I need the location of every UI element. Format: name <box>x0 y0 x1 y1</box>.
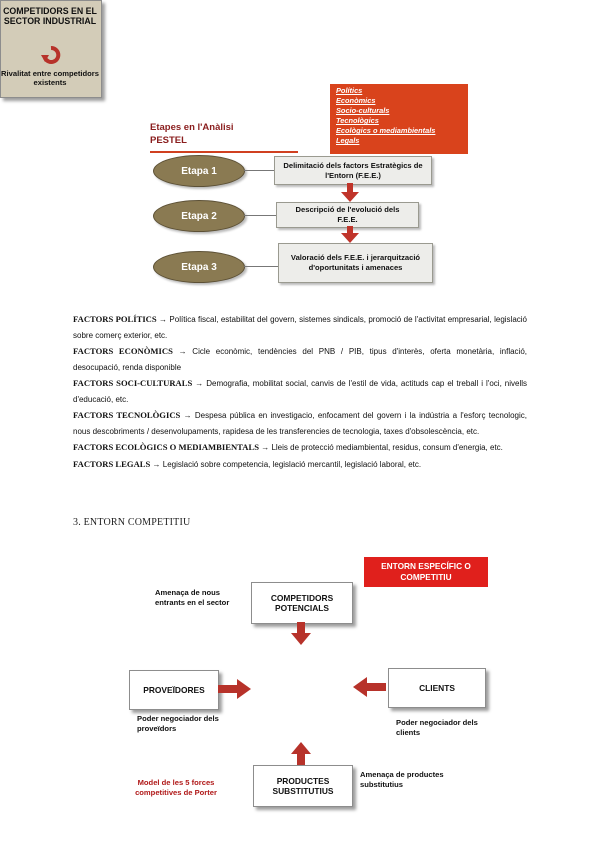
pestel-factor-item <box>336 106 435 116</box>
stage-3-connector <box>244 266 278 267</box>
pestel-factor-text: Socio-culturals <box>336 106 390 116</box>
factor-text: → Cicle econòmic, tendències del PNB / PIB, tipus d'interès, oferta monetària, inflació, desocupació, renda disponible <box>73 347 528 372</box>
stage-2-box <box>276 202 419 228</box>
box-clients <box>388 668 486 708</box>
stage-1-connector <box>244 170 274 171</box>
industry-rivalry-text: Rivalitat entre competidors existents <box>1 69 99 87</box>
factor-politics <box>73 312 527 343</box>
factor-label: FACTORS ECONÒMICS <box>73 346 173 356</box>
factor-legal <box>73 457 527 473</box>
note-supplier-power: Poder negociador dels proveïdors <box>137 714 219 733</box>
pestel-title-underline <box>150 151 298 153</box>
note-substitutes-threat: Amenaça de productes substitutius <box>360 770 444 789</box>
stage-2-description: Descripció de l'evolució dels F.E.E. <box>295 205 400 224</box>
factor-text: → Demografia, mobilitat social, canvis de l'estil de vida, actituds cap el treball i l'oci, nivells d'educació, etc. <box>73 379 527 404</box>
arrow-down-icon <box>341 226 359 244</box>
pestel-factor-item <box>336 116 435 126</box>
stage-2-oval <box>153 200 245 232</box>
box-suppliers <box>129 670 219 710</box>
pestel-factor-text: Tecnològics <box>336 116 379 126</box>
pestel-factor-item <box>336 136 435 146</box>
rivalry-cycle-icon <box>41 45 61 65</box>
stage-1-label: Etapa 1 <box>181 165 217 177</box>
factor-label: FACTORS TECNOLÒGICS <box>73 410 181 420</box>
pestel-factor-text: Legals <box>336 136 360 146</box>
industry-competitors-title: COMPETIDORS EN EL SECTOR INDUSTRIAL <box>3 6 97 26</box>
note-porter-model: Model de les 5 forces competitives de Porter <box>135 778 217 797</box>
factor-text: → Lleis de protecció mediambiental, residus, consum d'energia, etc. <box>261 443 503 452</box>
factor-label: FACTORS LEGALS <box>73 458 151 469</box>
stage-1-box <box>274 156 432 185</box>
factor-economics <box>73 344 527 375</box>
arrow-down-icon <box>291 622 311 646</box>
arrow-right-icon <box>218 679 251 699</box>
arrow-up-icon <box>291 742 311 766</box>
pestel-factor-text: Ecològics o mediambientals <box>336 126 436 136</box>
box-suppliers-text: PROVEÏDORES <box>143 685 205 695</box>
pestel-title-line1: Etapes en l'Anàlisi <box>150 122 234 133</box>
box-clients-text: CLIENTS <box>419 683 455 693</box>
pestel-factors-list <box>336 86 435 147</box>
factor-text: → Legislació sobre competencia, legislació mercantil, legislació laboral, etc. <box>152 459 422 469</box>
section-title: 3. ENTORN COMPETITIU <box>73 517 191 528</box>
pestel-factor-item <box>336 86 435 96</box>
box-potential-competitors <box>251 582 353 624</box>
box-substitute-products <box>253 765 353 807</box>
stage-2-label: Etapa 2 <box>181 210 217 222</box>
stage-3-oval <box>153 251 245 283</box>
arrow-left-icon <box>353 677 386 697</box>
factor-text: → Despesa pública en investigacio, enfocament del govern i la indústria a l'esforç tecnologic, nous descobriments / desenvolupaments, rapidesa de les transferencies de tecnologia, taxes d'obsolescència, etc. <box>73 411 527 436</box>
pestel-factor-item <box>336 96 435 106</box>
factor-label: FACTORS POLÍTICS <box>73 314 157 324</box>
pestel-factor-text: Econòmics <box>336 96 376 106</box>
stage-3-label: Etapa 3 <box>181 261 217 273</box>
pestel-title <box>150 121 298 151</box>
pestel-factor-item <box>336 126 435 136</box>
factor-sociocultural <box>73 376 527 407</box>
factor-text: → Política fiscal, estabilitat del govern, sistemes sindicals, promoció de l'activitat empresarial, legislació sobre comerç exterior, etc. <box>73 315 528 340</box>
arrow-down-icon <box>341 183 359 203</box>
pestel-factor-text: Polítics <box>336 86 363 95</box>
factor-ecological <box>73 440 527 456</box>
stage-1-description: Delimitació dels factors Estratègics de l'Entorn (F.E.E.) <box>283 160 423 180</box>
stage-3-description: Valoració dels F.E.E. i jerarquització d'oportunitats i amenaces <box>290 253 421 272</box>
entorn-badge <box>364 557 488 587</box>
stage-2-connector <box>244 215 276 216</box>
note-new-entrants: Amenaça de nous entrants en el sector <box>155 588 230 607</box>
factor-technological <box>73 408 527 439</box>
box-industry-competitors <box>0 0 102 98</box>
box-substitute-products-text: PRODUCTES SUBSTITUTIUS <box>272 776 334 796</box>
stage-3-box <box>278 243 433 283</box>
stage-1-oval <box>153 155 245 187</box>
factors-list <box>73 312 527 473</box>
pestel-title-line2: PESTEL <box>150 135 187 146</box>
box-potential-competitors-text: COMPETIDORS POTENCIALS <box>270 593 334 613</box>
note-client-power: Poder negociador dels clients <box>396 718 478 737</box>
entorn-badge-text: ENTORN ESPECÍFIC O COMPETITIU <box>381 561 471 582</box>
factor-label: FACTORS SOCI-CULTURALS <box>73 378 193 388</box>
factor-label: FACTORS ECOLÒGICS O MEDIAMBIENTALS <box>73 442 259 452</box>
